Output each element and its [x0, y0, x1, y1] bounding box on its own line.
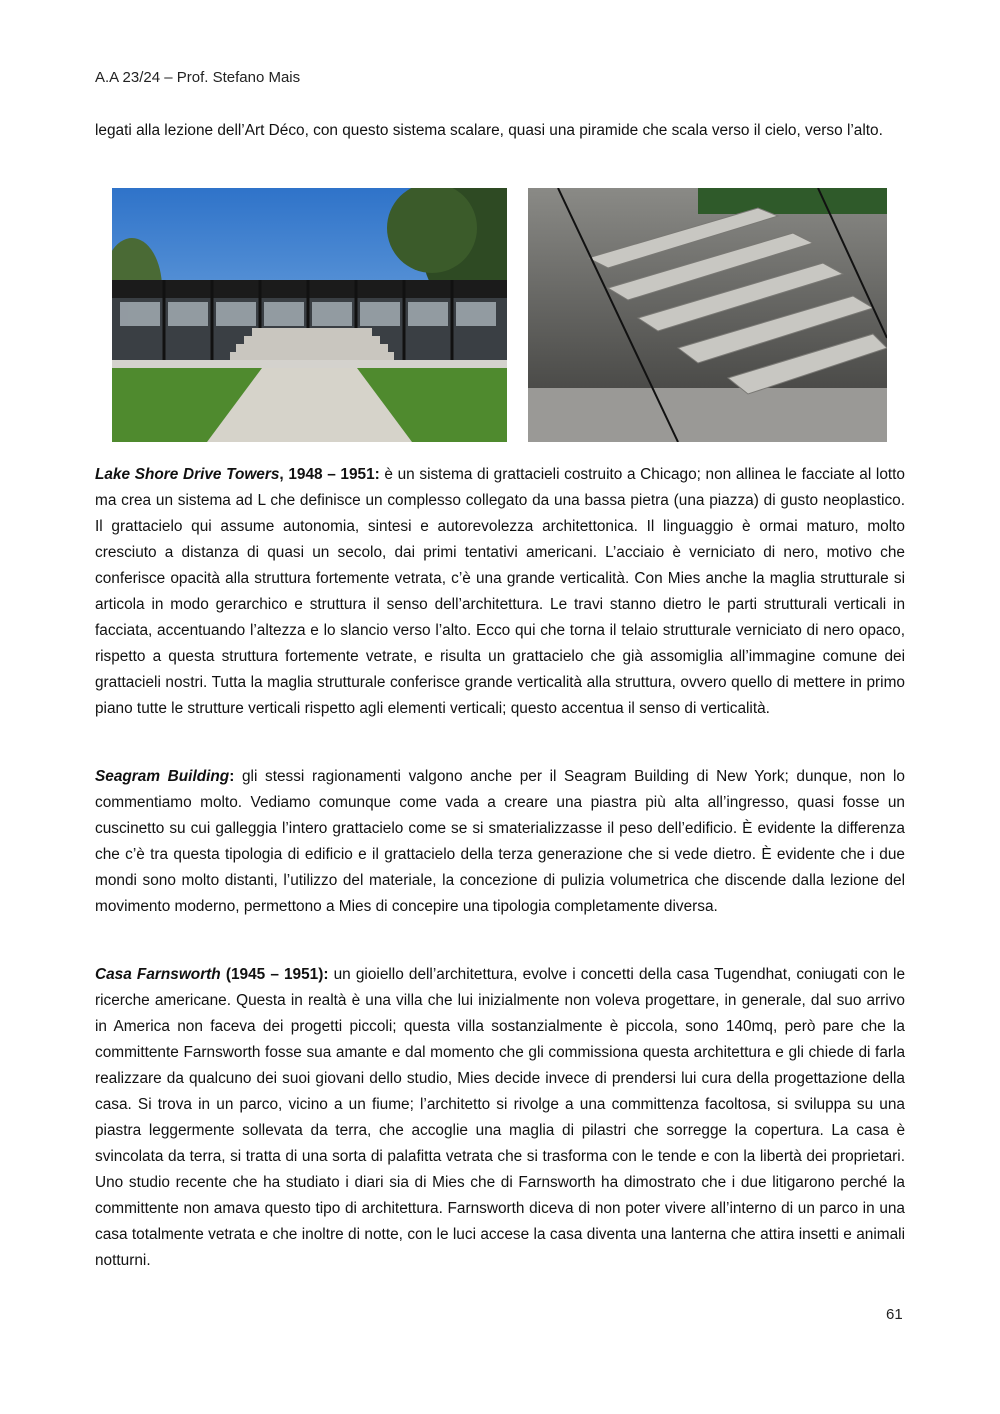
section-dates: : — [229, 768, 235, 785]
page-number: 61 — [886, 1306, 903, 1323]
crown-hall-photo — [112, 188, 507, 442]
section-seagram — [95, 764, 905, 920]
section-text: è un sistema di grattacieli costruito a Chicago; non allinea le facciate al lotto ma crea un sistema ad L che definisce un complesso collegato da una bassa pietra (una piazza) di gusto neoplastico. Il grattacielo qui assume autonomia, sintesi e autorevolezza architettonica. Il linguaggio è ormai maturo, molto cresciuto a distanza di quasi un secolo, dai primi tentativi americani. L’acciaio è verniciato di nero, motivo che conferisce opacità alla struttura fortemente vetrata, c’è una grande verticalità. Con Mies anche la maglia strutturale si articola in modo gerarchico e struttura il senso dell’architettura. Le travi stanno dietro le parti strutturali verticali in facciata, accentuando l’altezza e lo slancio verso l’alto. Ecco qui che torna il telaio strutturale verniciato di nero opaco, rispetto a questa struttura fortemente vetrate, e risulta un grattacielo che già assomiglia all’immagine comune dei grattacieli nostri. Tutta la maglia strutturale conferisce grande verticalità alla struttura, ovvero quello di mettere in primo piano tutte le strutture verticali rispetto agli elementi verticali; questo accentua il senso di verticalità. — [95, 466, 905, 717]
section-title: Seagram Building — [95, 768, 230, 785]
section-dates: (1945 – 1951): — [220, 966, 329, 983]
page-header: A.A 23/24 – Prof. Stefano Mais — [95, 69, 301, 86]
section-dates: , 1948 – 1951: — [279, 466, 380, 483]
section-text: gli stessi ragionamenti valgono anche per il Seagram Building di New York; dunque, non lo commentiamo molto. Vediamo comunque come vada a creare una piastra più alta all’ingresso, quasi fosse un cuscinetto su cui galleggia l’intero grattacielo come se si smaterializzasse il peso dell’edificio. È evidente la differenza che c’è tra questa tipologia di edificio e il grattacielo della terza generazione che si vede dietro. È evidente che i due mondi sono molto distanti, l’utilizzo del materiale, la concezione di pulizia volumetrica che discende dalla lezione del movimento moderno, permettono a Mies di concepire una tipologia completamente diversa. — [95, 768, 905, 915]
section-title: Casa Farnsworth — [95, 966, 221, 983]
section-lake-shore — [95, 462, 905, 722]
section-text: un gioiello dell’architettura, evolve i concetti della casa Tugendhat, coniugati con le ricerche americane. Questa in realtà è una villa che lui inizialmente non voleva progettare, in generale, dal suo arrivo in America non faceva dei progetti piccoli; questa villa sostanzialmente è piccola, sono 140mq, però pare che la committente Farnsworth fosse sua amante e dal momento che gli commissiona questa architettura e gli chiede di farla realizzare da qualcuno dei suoi giovani dello studio, Mies decide invece di prendersi lui cura della progettazione della casa. Si trova in un parco, vicino a un fiume; l’architetto si rivolge a una committenza facoltosa, si sviluppa su una piastra leggermente sollevata da terra, che accoglie una maglia di pilastri che sorregge la copertura. La casa è svincolata da terra, si tratta di una sorta di palafitta vetrata che si trasforma con le tende e con la libertà dei proprietari. Uno studio recente che ha studiato i diari sia di Mies che di Farnsworth ha dimostrato che i due litigarono perché la committente non amava questo tipo di architettura. Farnsworth diceva di non poter vivere all’interno di un parco in una casa totalmente vetrata e che inoltre di notte, con le luci accese la casa diventa una lanterna che attira insetti e animali notturni. — [95, 966, 906, 1269]
section-title: Lake Shore Drive Towers — [95, 466, 280, 483]
floating-steps-photo — [528, 188, 887, 442]
intro-paragraph: legati alla lezione dell’Art Déco, con questo sistema scalare, quasi una piramide che scala verso il cielo, verso l’alto. — [95, 122, 883, 139]
section-farnsworth — [95, 962, 905, 1274]
